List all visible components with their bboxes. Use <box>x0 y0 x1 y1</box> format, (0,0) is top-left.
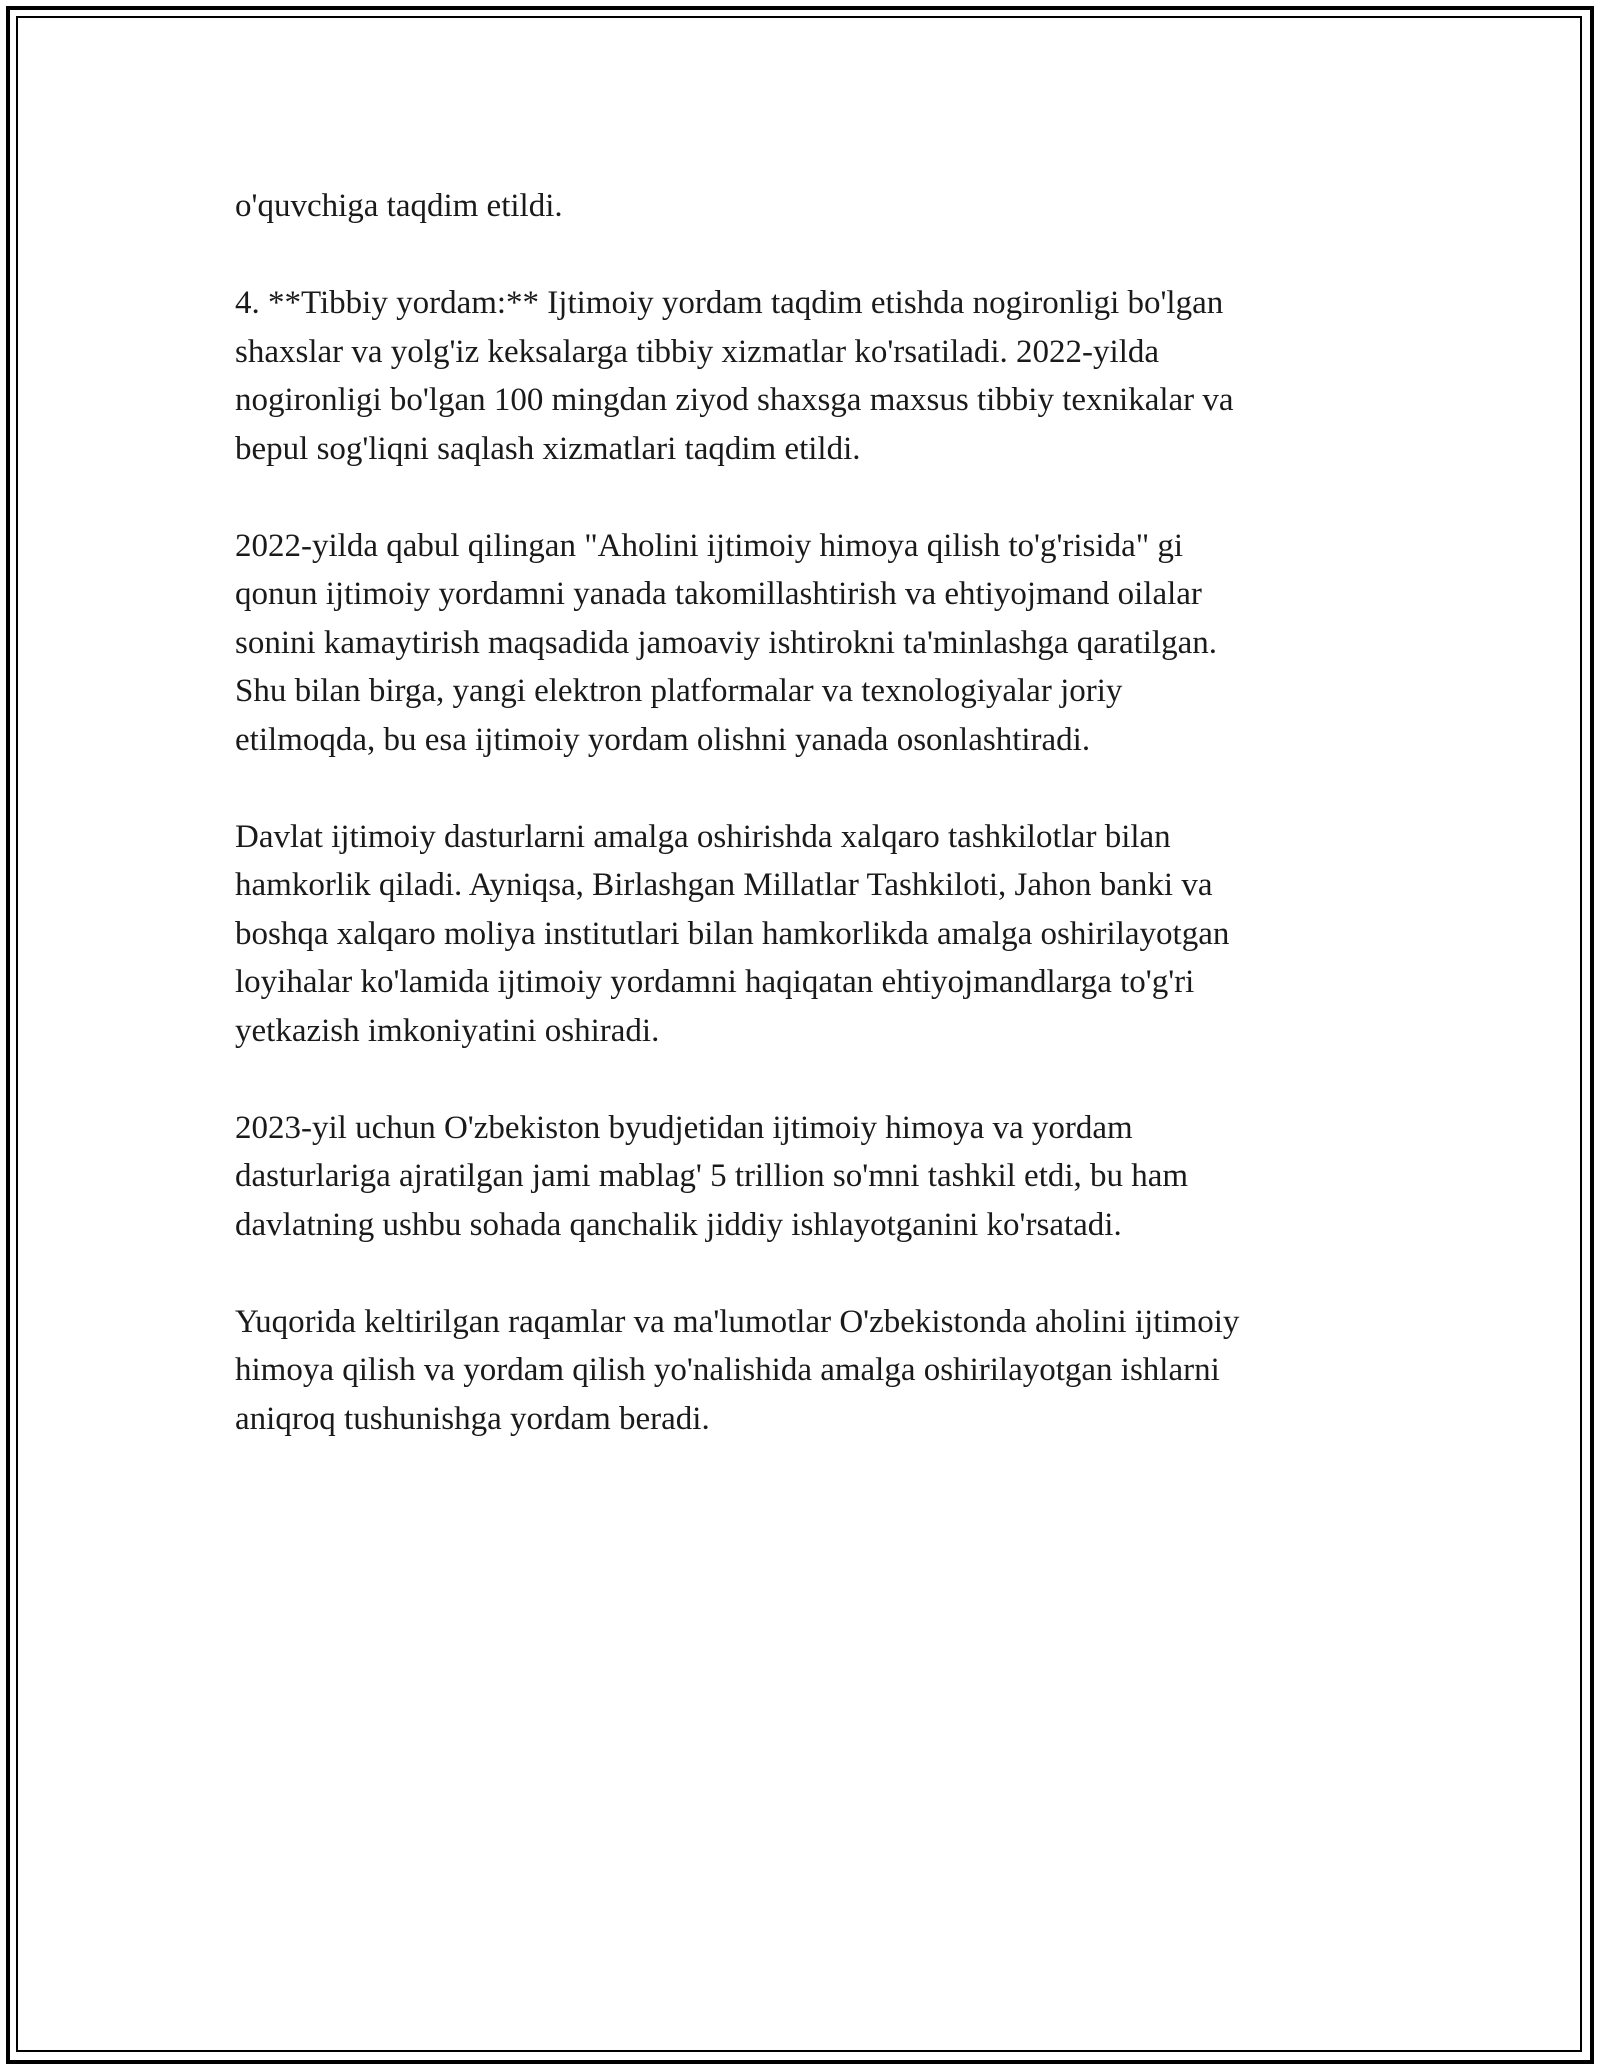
text-line: qonun ijtimoiy yordamni yanada takomillashtirish va ehtiyojmand oilalar <box>235 576 1202 612</box>
text-line: bepul sog'liqni saqlash xizmatlari taqdim etildi. <box>235 430 861 467</box>
text-line: nogironligi bo'lgan 100 mingdan ziyod shaxsga maxsus tibbiy texnikalar va <box>235 382 1234 418</box>
text-line: aniqroq tushunishga yordam beradi. <box>235 1400 710 1437</box>
text-line: 2023-yil uchun O'zbekiston byudjetidan ijtimoiy himoya va yordam <box>235 1109 1133 1146</box>
text-line: shaxslar va yolg'iz keksalarga tibbiy xizmatlar ko'rsatiladi. 2022-yilda <box>235 333 1160 370</box>
text-line: yetkazish imkoniyatini oshiradi. <box>235 1012 660 1049</box>
paragraph-2 <box>235 279 1375 473</box>
text-line: hamkorlik qiladi. Ayniqsa, Birlashgan Millatlar Tashkiloti, Jahon banki va <box>235 867 1213 903</box>
text-line: o'quvchiga taqdim etildi. <box>235 188 563 224</box>
text-line: sonini kamaytirish maqsadida jamoaviy ishtirokni ta'minlashga qaratilgan. <box>235 624 1217 661</box>
text-line: etilmoqda, bu esa ijtimoiy yordam olishni yanada osonlashtiradi. <box>235 721 1091 758</box>
paragraph-6 <box>235 1298 1375 1444</box>
text-line: himoya qilish va yordam qilish yo'nalishida amalga oshirilayotgan ishlarni <box>235 1352 1220 1388</box>
text-line: Shu bilan birga, yangi elektron platformalar va texnologiyalar joriy <box>235 673 1123 709</box>
text-line: 2022-yilda qabul qilingan "Aholini ijtimoiy himoya qilish to'g'risida" gi <box>235 527 1184 564</box>
text-line: 4. **Tibbiy yordam:** Ijtimoiy yordam taqdim etishda nogironligi bo'lgan <box>235 285 1224 321</box>
text-line: davlatning ushbu sohada qanchalik jiddiy ishlayotganini ko'rsatadi. <box>235 1206 1122 1243</box>
text-line: boshqa xalqaro moliya institutlari bilan hamkorlikda amalga oshirilayotgan <box>235 915 1230 952</box>
text-line: loyihalar ko'lamida ijtimoiy yordamni haqiqatan ehtiyojmandlarga to'g'ri <box>235 964 1195 1000</box>
paragraph-4 <box>235 813 1375 1056</box>
paragraph-5 <box>235 1104 1375 1250</box>
text-line: Yuqorida keltirilgan raqamlar va ma'lumotlar O'zbekistonda aholini ijtimoiy <box>235 1303 1240 1340</box>
paragraph-3 <box>235 522 1375 765</box>
paragraph-1 <box>235 182 1375 231</box>
document-body <box>235 182 1375 1492</box>
text-line: Davlat ijtimoiy dasturlarni amalga oshirishda xalqaro tashkilotlar bilan <box>235 818 1171 855</box>
text-line: dasturlariga ajratilgan jami mablag' 5 trillion so'mni tashkil etdi, bu ham <box>235 1158 1189 1194</box>
